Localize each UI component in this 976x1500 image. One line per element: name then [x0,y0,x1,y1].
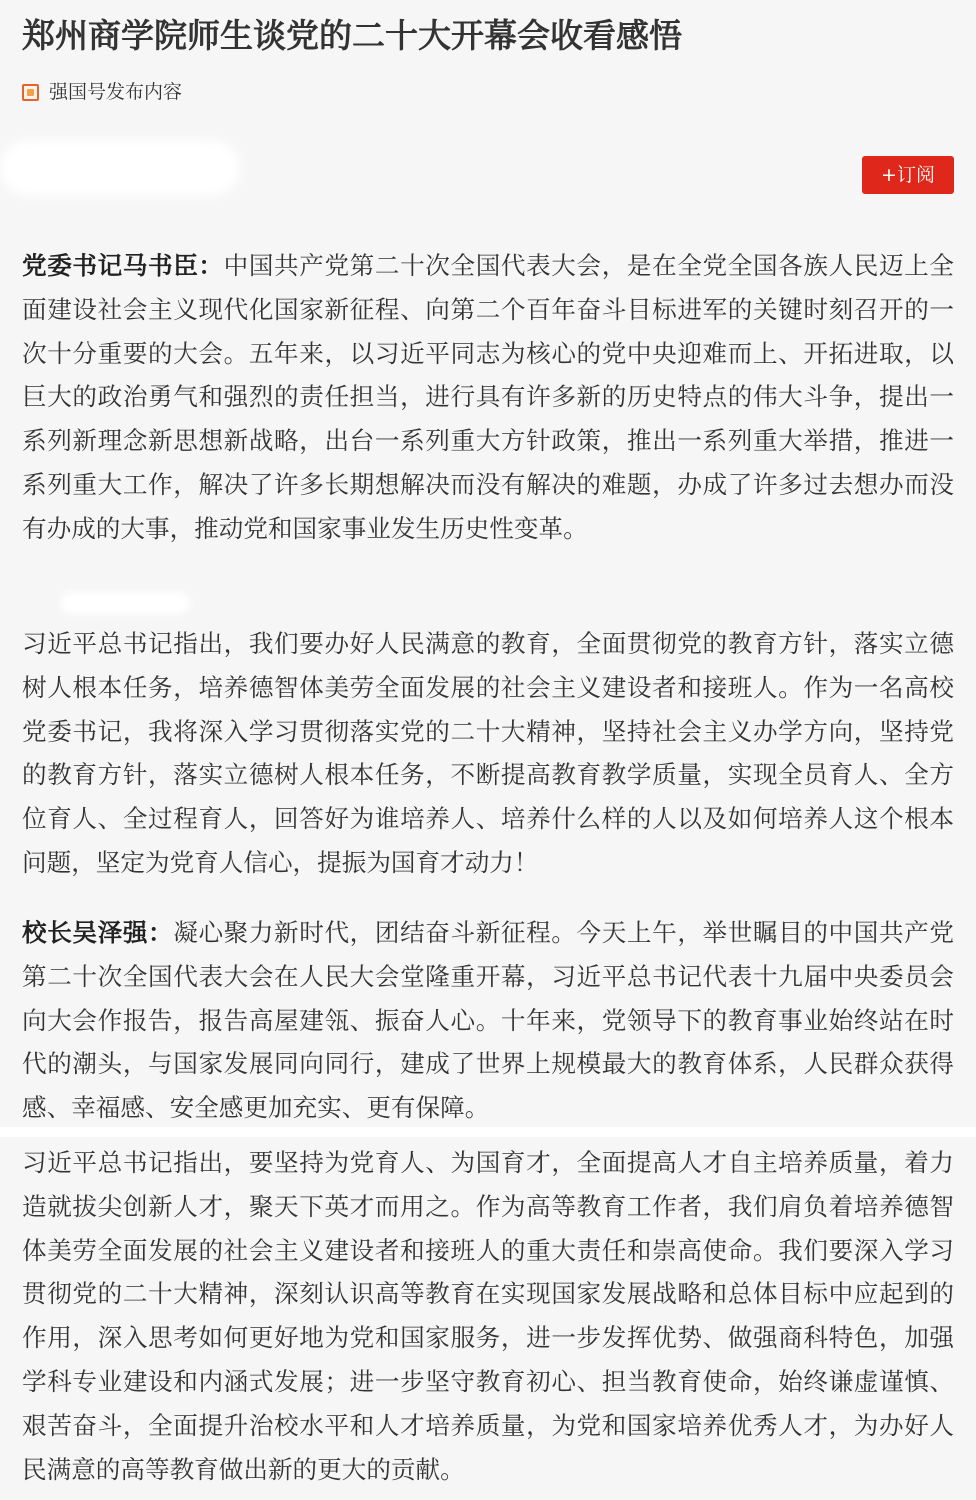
redacted-mark [60,592,190,614]
source-row [22,79,182,105]
speaker-name: 党委书记马书臣： [22,251,224,280]
author-info-redacted [0,140,240,196]
document-icon [22,84,39,101]
paragraph-text: 习近平总书记指出，我们要办好人民满意的教育，全面贯彻党的教育方针，落实立德树人根本任务，培养德智体美劳全面发展的社会主义建设者和接班人。作为一名高校党委书记，我将深入学习贯彻落实党的二十大精神，坚持社会主义办学方向，坚持党的教育方针，落实立德树人根本任务，不断提高教育教学质量，实现全员育人、全方位育人、全过程育人，回答好为谁培养人、培养什么样的人以及如何培养人这个根本问题，坚定为党育人信心，提振为国育才动力！ [22,629,954,877]
article-paragraph [22,244,954,551]
article-paragraph [22,1141,954,1491]
subscribe-button[interactable]: +订阅 [862,156,954,194]
paragraph-text: 中国共产党第二十次全国代表大会，是在全党全国各族人民迈上全面建设社会主义现代化国家新征程、向第二个百年奋斗目标进军的关键时刻召开的一次十分重要的大会。五年来，以习近平同志为核心的党中央迎难而上、开拓进取，以巨大的政治勇气和强烈的责任担当，进行具有许多新的历史特点的伟大斗争，提出一系列新理念新思想新战略，出台一系列重大方针政策，推出一系列重大举措，推进一系列重大工作，解决了许多长期想解决而没有解决的难题，办成了许多过去想办而没有办成的大事，推动党和国家事业发生历史性变革。 [22,251,954,543]
article-paragraph [22,622,954,885]
source-label: 强国号发布内容 [49,81,183,103]
article-title: 郑州商学院师生谈党的二十大开幕会收看感悟 [22,16,682,55]
speaker-name: 校长吴泽强： [22,918,174,947]
paragraph-text: 习近平总书记指出，要坚持为党育人、为国育才，全面提高人才自主培养质量，着力造就拔尖创新人才，聚天下英才而用之。作为高等教育工作者，我们肩负着培养德智体美劳全面发展的社会主义建设者和接班人的重大责任和崇高使命。我们要深入学习贯彻党的二十大精神，深刻认识高等教育在实现国家发展战略和总体目标中应起到的作用，深入思考如何更好地为党和国家服务，进一步发挥优势、做强商科特色，加强学科专业建设和内涵式发展；进一步坚守教育初心、担当教育使命，始终谦虚谨慎、艰苦奋斗，全面提升治校水平和人才培养质量，为党和国家培养优秀人才，为办好人民满意的高等教育做出新的更大的贡献。 [22,1148,954,1484]
paragraph-text: 凝心聚力新时代，团结奋斗新征程。今天上午，举世瞩目的中国共产党第二十次全国代表大会在人民大会堂隆重开幕，习近平总书记代表十九届中央委员会向大会作报告，报告高屋建瓴、振奋人心。十年来，党领导下的教育事业始终站在时代的潮头，与国家发展同向同行，建成了世界上规模最大的教育体系，人民群众获得感、幸福感、安全感更加充实、更有保障。 [22,918,954,1123]
article-paragraph [22,911,954,1130]
section-divider [0,1127,976,1137]
